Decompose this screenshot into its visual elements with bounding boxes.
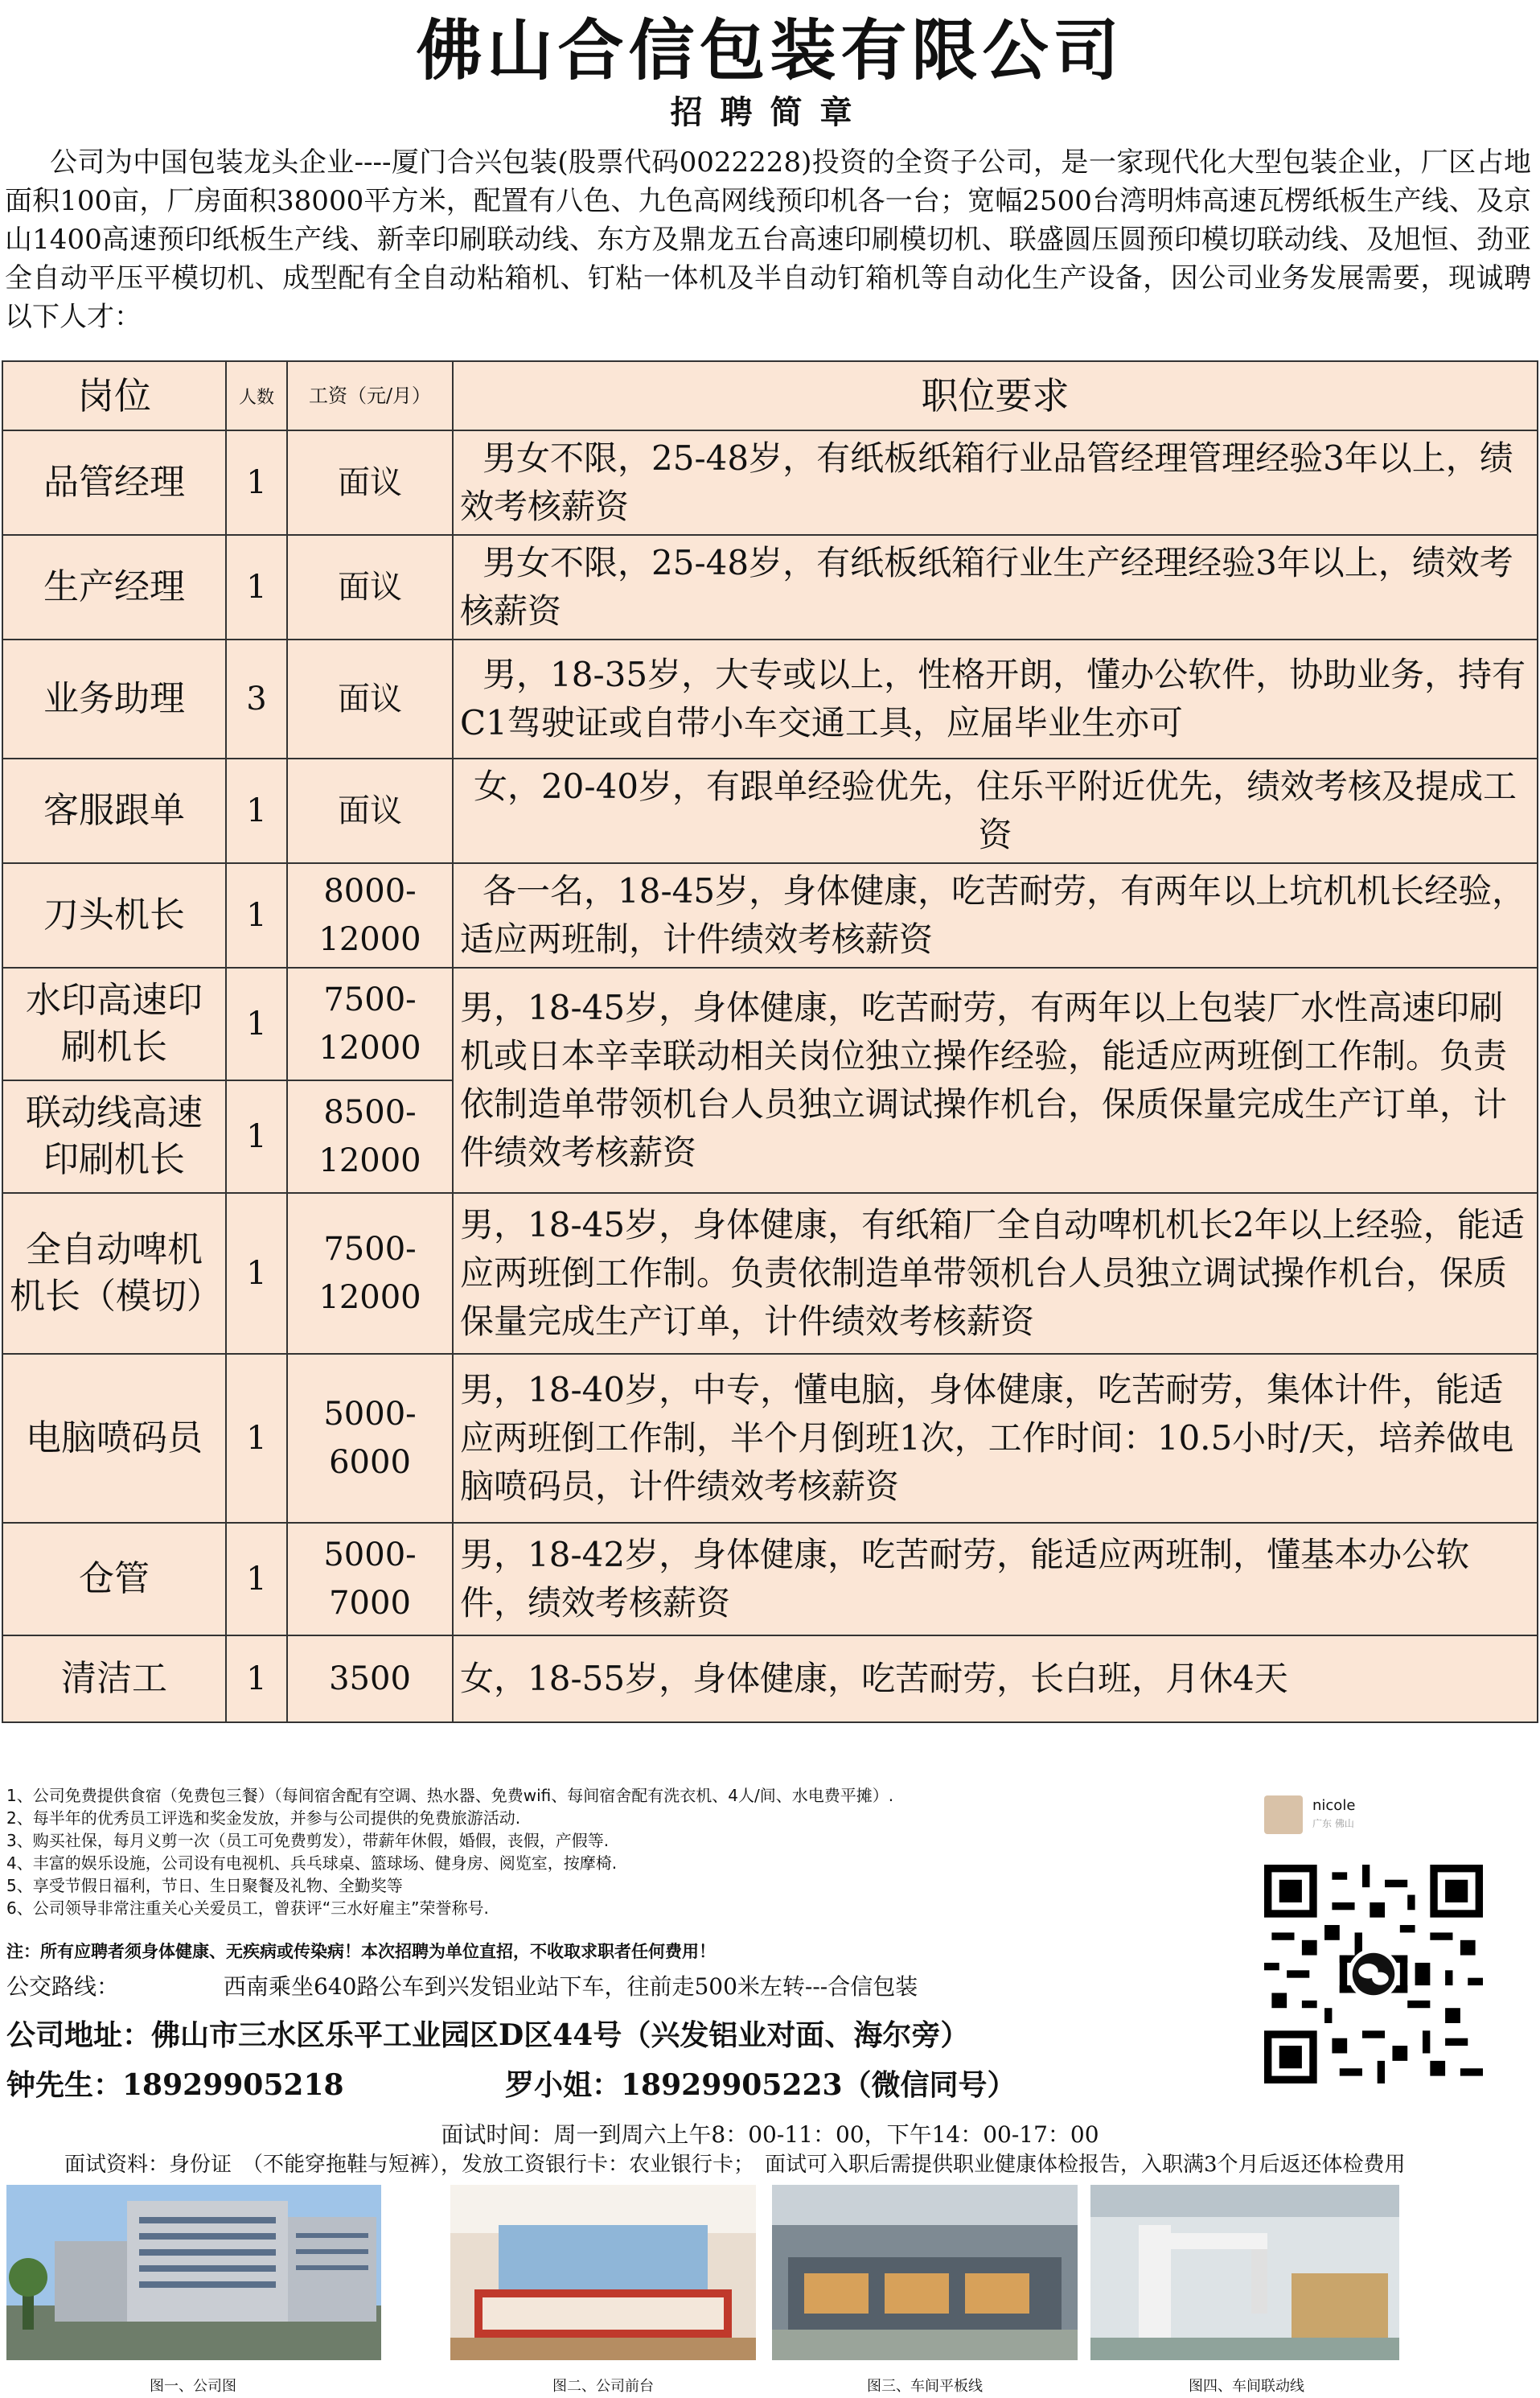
cell-salary: 面议 [287,535,453,640]
benefits-list [6,1784,1261,1919]
avatar [1264,1795,1303,1834]
cell-count: 1 [226,430,287,535]
cell-requirement: 男，18-42岁，身体健康，吃苦耐劳，能适应两班制，懂基本办公软件，绩效考核薪资 [453,1523,1538,1635]
qr-location: 广东 佛山 [1312,1818,1354,1829]
benefit-item: 4、丰富的娱乐设施，公司设有电视机、兵乓球桌、篮球场、健身房、阅览室，按摩椅. [6,1853,618,1873]
cell-requirement: 男女不限，25-48岁，有纸板纸箱行业生产经理经验3年以上，绩效考核薪资 [453,535,1538,640]
table-header-row [2,361,1538,430]
benefit-item: 5、享受节假日福利，节日、生日聚餐及礼物、全勤奖等 [6,1876,403,1895]
cell-requirement: 男，18-45岁，身体健康，有纸箱厂全自动啤机机长2年以上经验，能适应两班倒工作制。负责依制造单带领机台人员独立调试操作机台，保质保量完成生产订单，计件绩效考核薪资 [453,1193,1538,1354]
cell-requirement: 男，18-35岁，大专或以上，性格开朗，懂办公软件，协助业务，持有C1驾驶证或自带小车交通工具，应届毕业生亦可 [453,640,1538,759]
table-row [2,1523,1538,1635]
cell-position: 清洁工 [2,1635,226,1722]
header-count: 人数 [226,361,287,430]
interview-time: 面试时间：周一到周六上午8：00-11：00，下午14：00-17：00 [441,2121,1099,2148]
table-row [2,1635,1538,1722]
benefit-item: 6、公司领导非常注重关心关爱员工，曾获评“三水好雇主”荣誉称号. [6,1898,489,1918]
cell-requirement: 男女不限，25-48岁，有纸板纸箱行业品管经理管理经验3年以上，绩效考核薪资 [453,430,1538,535]
table-row [2,1354,1538,1523]
table-row [2,430,1538,535]
cell-salary: 面议 [287,430,453,535]
photo-workshop-line [1090,2185,1399,2360]
qr-name: nicole [1312,1797,1356,1814]
cell-salary: 面议 [287,759,453,863]
table-row [2,1193,1538,1354]
table-row [2,863,1538,968]
cell-position: 客服跟单 [2,759,226,863]
page-subtitle: 招聘简章 [670,93,870,131]
benefit-item: 3、购买社保，每月义剪一次（员工可免费剪发），带薪年休假，婚假，丧假，产假等. [6,1831,610,1850]
photo-caption: 图二、公司前台 [552,2378,654,2395]
company-intro: 公司为中国包装龙头企业----厦门合兴包装(股票代码0022228)投资的全资子公司，是一家现代化大型包装企业，厂区占地面积100亩，厂房面积38000平方米，配置有八色、九色高网线预印机各一台；宽幅2500台湾明炜高速瓦楞纸板生产线、及京山1400高速预印纸板生产线、新幸印刷联动线、东方及鼎龙五台高速印刷模切机、联盛圆压圆预印模切联动线、及旭恒、劲亚全自动平压平模切机、成型配有全自动粘箱机、钉粘一体机及半自动钉箱机等自动化生产设备，因公司业务发展需要，现诚聘以下人才： [5,146,1531,333]
cell-count: 1 [226,759,287,863]
contact-zhong: 钟先生：18929905218 [6,2068,344,2102]
cell-count: 1 [226,535,287,640]
cell-count: 1 [226,1193,287,1354]
qr-code [1264,1865,1483,2083]
photo-company-building [6,2185,381,2360]
wechat-qr-card [1264,1792,1489,2114]
cell-salary: 8500-12000 [287,1080,453,1193]
cell-requirement: 各一名，18-45岁，身体健康，吃苦耐劳，有两年以上坑机机长经验，适应两班制，计件绩效考核薪资 [453,863,1538,968]
qr-header [1264,1792,1489,1841]
photo-reception [450,2185,756,2360]
contact-luo: 罗小姐：18929905223（微信同号） [505,2068,1016,2102]
interview-docs: 面试资料：身份证 （不能穿拖鞋与短裤），发放工资银行卡：农业银行卡； 面试可入职后需提供职业健康体检报告，入职满3个月后返还体检费用 [64,2153,1406,2177]
header-position: 岗位 [2,361,226,430]
photo-strip [0,2185,1540,2398]
cell-position: 业务助理 [2,640,226,759]
cell-salary: 5000-7000 [287,1523,453,1635]
cell-requirement: 女，20-40岁，有跟单经验优先，住乐平附近优先，绩效考核及提成工资 [453,759,1538,863]
bus-route [6,1971,1261,2003]
cell-salary: 7500-12000 [287,968,453,1080]
cell-requirement: 女，18-55岁，身体健康，吃苦耐劳，长白班，月休4天 [453,1635,1538,1722]
cell-position: 刀头机长 [2,863,226,968]
benefit-item: 1、公司免费提供食宿（免费包三餐）（每间宿舍配有空调、热水器、免费wifi、每间宿舍配有洗衣机、4人/间、水电费平摊）. [6,1786,894,1805]
header-requirement: 职位要求 [453,361,1538,430]
cell-requirement: 男，18-45岁，身体健康，吃苦耐劳，有两年以上包装厂水性高速印刷机或日本辛幸联动相关岗位独立操作经验，能适应两班倒工作制。负责依制造单带领机台人员独立调试操作机台，保质保量完成生产订单，计件绩效考核薪资 [453,968,1538,1193]
cell-count: 1 [226,1354,287,1523]
photo-caption: 图四、车间联动线 [1189,2378,1304,2395]
cell-count: 1 [226,1523,287,1635]
cell-count: 1 [226,1635,287,1722]
bus-route-text: 西南乘坐640路公车到兴发铝业站下车，往前走500米左转---合信包装 [224,1973,918,2000]
table-row [2,759,1538,863]
company-address: 公司地址：佛山市三水区乐平工业园区D区44号（兴发铝业对面、海尔旁） [6,2018,970,2052]
cell-position: 联动线高速印刷机长 [2,1080,226,1193]
cell-position: 仓管 [2,1523,226,1635]
photo-caption: 图三、车间平板线 [867,2378,983,2395]
contact-phones [6,2064,1261,2106]
cell-count: 1 [226,968,287,1080]
benefit-item: 2、每半年的优秀员工评选和奖金发放，并参与公司提供的免费旅游活动. [6,1808,521,1828]
photo-caption: 图一、公司图 [150,2378,236,2395]
jobs-table [2,360,1538,1723]
header-salary: 工资（元/月） [287,361,453,430]
photo-workshop-flatboard [772,2185,1078,2360]
cell-salary: 8000-12000 [287,863,453,968]
cell-position: 品管经理 [2,430,226,535]
cell-count: 3 [226,640,287,759]
cell-position: 电脑喷码员 [2,1354,226,1523]
cell-position: 水印高速印刷机长 [2,968,226,1080]
notice-text: 注：所有应聘者须身体健康、无疾病或传染病！本次招聘为单位直招，不收取求职者任何费用！ [6,1942,716,1961]
page-title: 佛山合信包装有限公司 [416,12,1124,89]
cell-position: 全自动啤机机长（模切） [2,1193,226,1354]
cell-salary: 7500-12000 [287,1193,453,1354]
cell-salary: 5000-6000 [287,1354,453,1523]
cell-count: 1 [226,863,287,968]
table-row [2,640,1538,759]
cell-salary: 面议 [287,640,453,759]
table-row [2,535,1538,640]
table-row [2,968,1538,1080]
cell-count: 1 [226,1080,287,1193]
bus-route-label: 公交路线： [6,1973,120,2000]
cell-position: 生产经理 [2,535,226,640]
cell-requirement: 男，18-40岁，中专，懂电脑，身体健康，吃苦耐劳，集体计件，能适应两班倒工作制，半个月倒班1次，工作时间：10.5小时/天，培养做电脑喷码员，计件绩效考核薪资 [453,1354,1538,1523]
cell-salary: 3500 [287,1635,453,1722]
